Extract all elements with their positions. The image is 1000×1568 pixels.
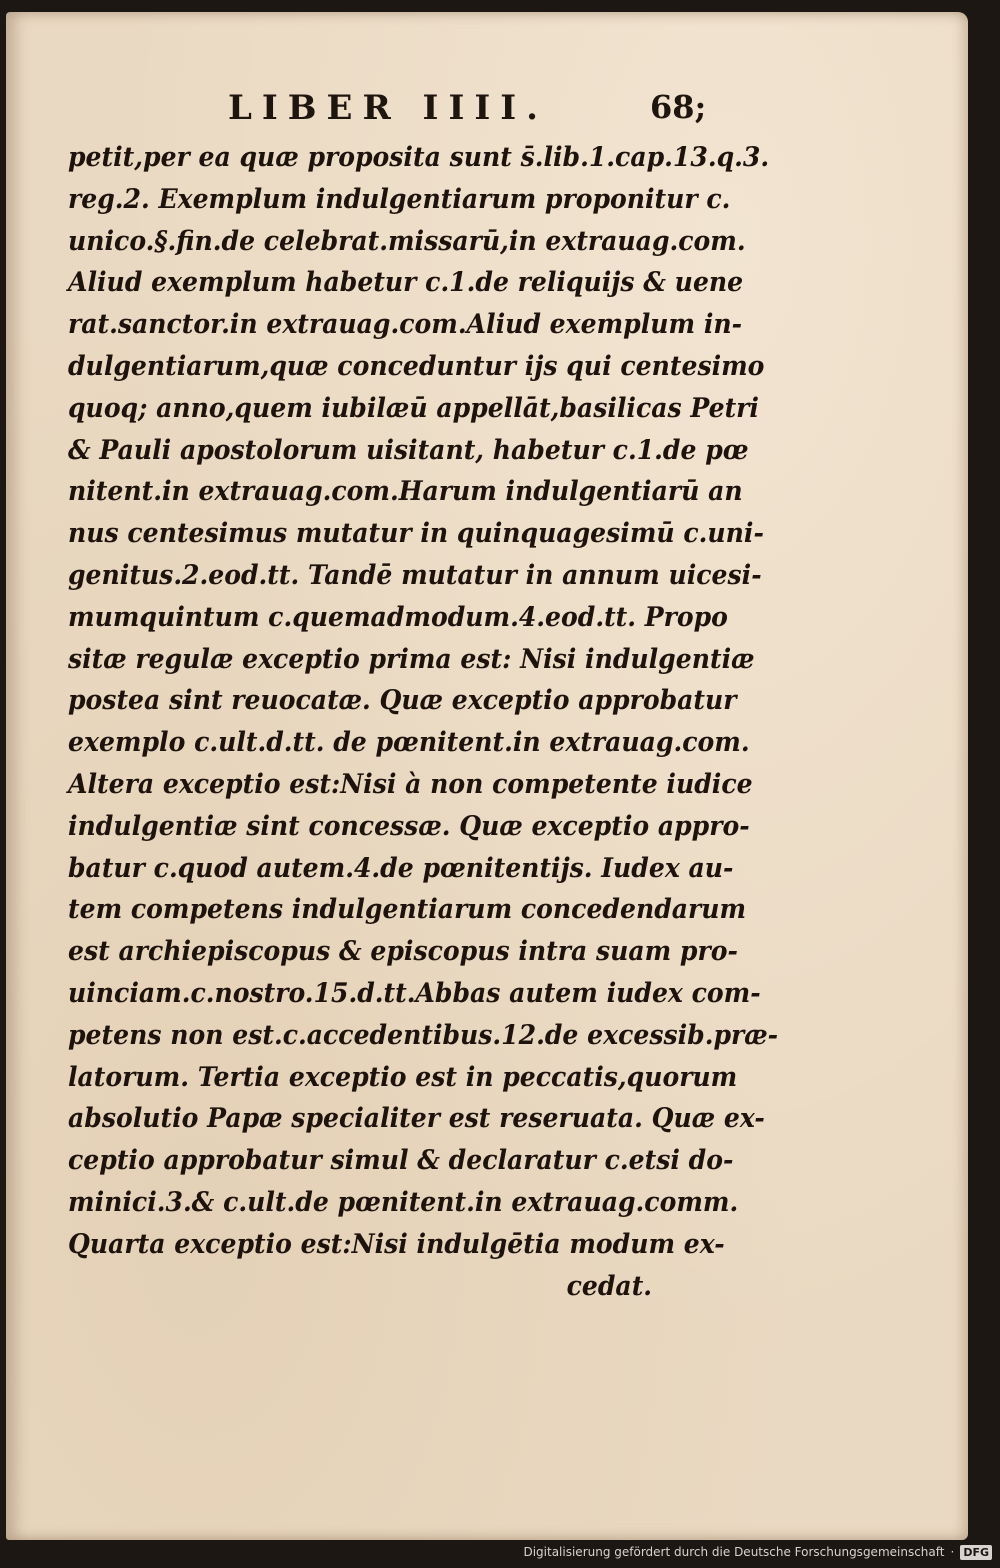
text-line: nitent.in extrauag.com.Harum indulgentiarū an — [68, 476, 743, 508]
text-line: rat.sanctor.in extrauag.com.Aliud exemplum in- — [68, 309, 743, 341]
text-line: uinciam.c.nostro.15.d.tt.Abbas autem iudex com- — [68, 977, 761, 1009]
text-line: quoq; anno,quem iubilæū appellāt,basilicas Petri — [68, 392, 759, 424]
digitization-footer — [523, 1542, 992, 1562]
running-title: LIBER IIII. — [228, 88, 549, 128]
text-line: est archiepiscopus & episcopus intra suam pro- — [68, 936, 738, 968]
text-line: absolutio Papæ specialiter est reseruata. Quæ ex- — [68, 1103, 765, 1135]
text-line: postea sint reuocatæ. Quæ exceptio approbatur — [68, 685, 737, 717]
text-line: unico.§.fin.de celebrat.missarū,in extrauag.com. — [68, 225, 746, 257]
footer-credit: Digitalisierung gefördert durch die Deutsche Forschungsgemeinschaft — [523, 1545, 945, 1559]
page-number: 68; — [650, 88, 707, 126]
dfg-logo: DFG — [960, 1545, 992, 1560]
text-line: mumquintum c.quemadmodum.4.eod.tt. Propo — [68, 601, 728, 633]
text-line: ceptio approbatur simul & declaratur c.etsi do- — [68, 1145, 734, 1177]
text-line: exemplo c.ult.d.tt. de pœnitent.in extrauag.com. — [68, 727, 750, 759]
catchword: cedat. — [566, 1270, 653, 1302]
book-page — [6, 12, 968, 1540]
text-line: nus centesimus mutatur in quinquagesimū c.uni- — [68, 518, 764, 550]
text-line: latorum. Tertia exceptio est in peccatis,quorum — [68, 1061, 738, 1093]
text-line: petit,per ea quæ proposita sunt s̄.lib.1.cap.13.q.3. — [68, 142, 770, 173]
page-header — [6, 88, 968, 128]
text-line: sitæ regulæ exceptio prima est: Nisi indulgentiæ — [68, 643, 755, 675]
text-line: reg.2. Exemplum indulgentiarum proponitur c. — [68, 183, 731, 215]
text-line: Altera exceptio est:Nisi à non competente iudice — [68, 768, 753, 800]
text-line: tem competens indulgentiarum concedendarum — [68, 894, 747, 926]
footer-separator: · — [950, 1545, 955, 1559]
text-line: dulgentiarum,quæ conceduntur ijs qui centesimo — [68, 350, 765, 382]
text-line: & Pauli apostolorum uisitant, habetur c.1.de pœ — [68, 434, 749, 466]
text-line: petens non est.c.accedentibus.12.de excessib.præ- — [68, 1019, 779, 1051]
text-line: batur c.quod autem.4.de pœnitentijs. Iudex au- — [68, 852, 734, 884]
text-line: Aliud exemplum habetur c.1.de reliquijs & uene — [68, 267, 744, 299]
text-line: minici.3.& c.ult.de pœnitent.in extrauag.comm. — [68, 1186, 739, 1218]
body-text — [68, 137, 779, 1307]
text-line: indulgentiæ sint concessæ. Quæ exceptio appro- — [68, 810, 750, 842]
text-line: genitus.2.eod.tt. Tandē mutatur in annum uicesi- — [68, 559, 762, 591]
text-line: Quarta exceptio est:Nisi indulgētia modum ex- — [68, 1228, 725, 1260]
